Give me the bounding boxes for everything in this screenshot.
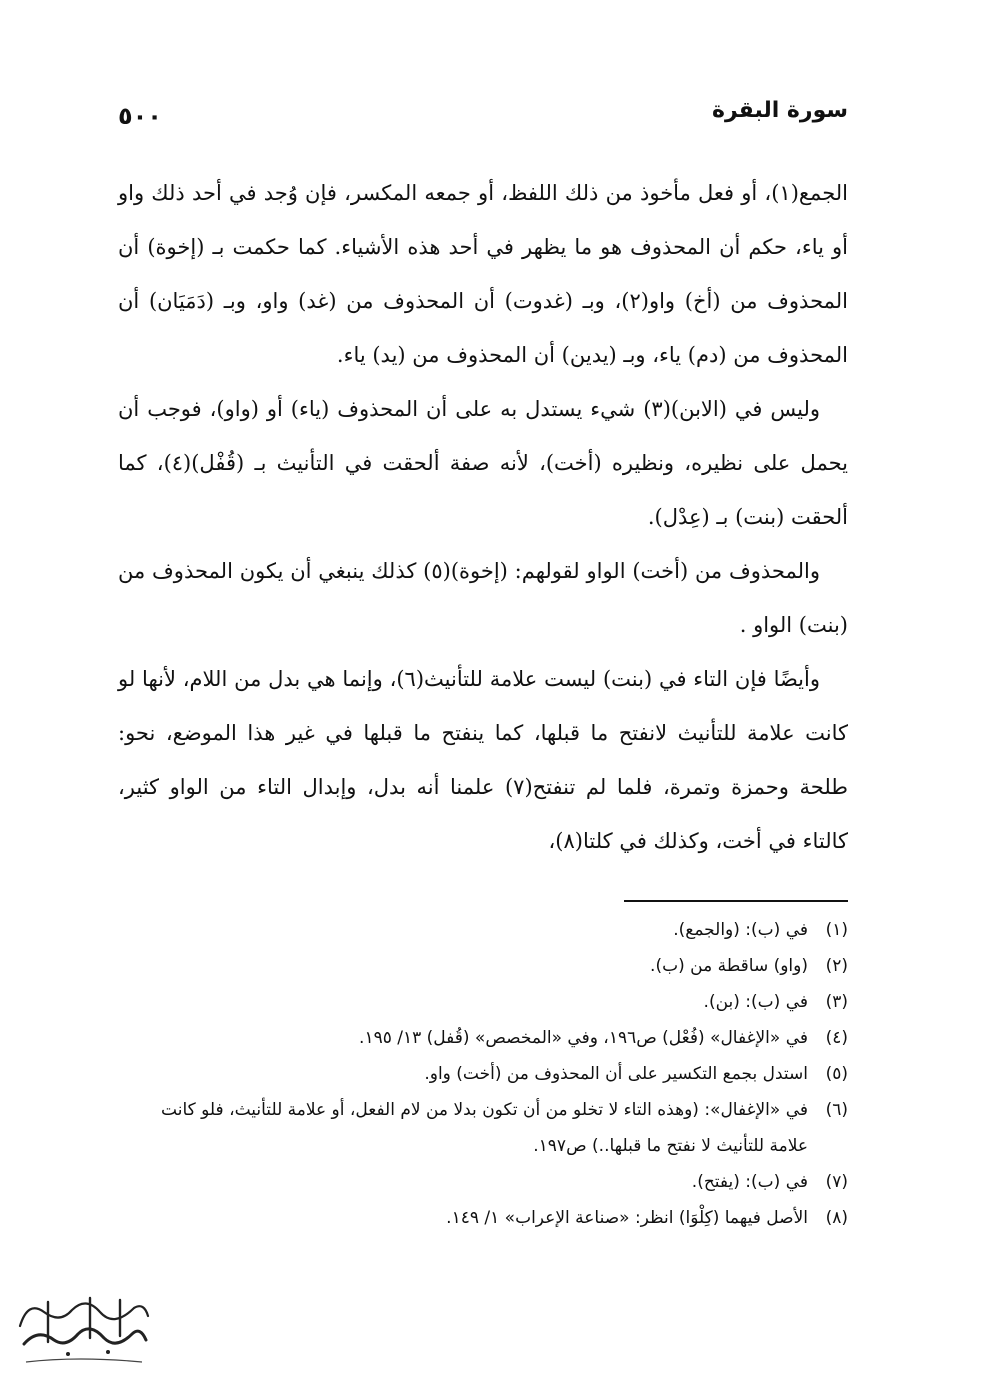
footnote-text: في «الإغفال» (فُعْل) ص١٩٦، وفي «المخصص» (قُفل) ١٣/ ١٩٥.: [359, 1028, 808, 1048]
footnote-number: (٥): [825, 1064, 848, 1084]
surah-title: سورة البقرة: [711, 98, 848, 123]
footnote-item: [118, 1200, 848, 1236]
footnote-text: استدل بجمع التكسير على أن المحذوف من (أخت) واو.: [424, 1064, 808, 1084]
footnote-text: في (ب): (بن).: [703, 992, 808, 1012]
page-number: ٥٠٠: [118, 102, 162, 130]
footnote-number: (٨): [825, 1208, 848, 1228]
logo-stroke: [24, 1329, 146, 1344]
footnote-text: في «الإغفال»: (وهذه التاء لا تخلو من أن تكون بدلا من لام الفعل، أو علامة للتأنيث، فلو كانت علامة للتأنيث لا نفتح ما قبلها..) ص١٩٧.: [161, 1100, 808, 1156]
logo-dot: [106, 1350, 110, 1354]
logo-underline: [26, 1359, 142, 1362]
footnote-number: (٢): [825, 956, 848, 976]
footnote-item: [118, 912, 848, 948]
page-header: [118, 98, 848, 144]
footnote-item: [118, 1092, 848, 1164]
footnote-item: [118, 1020, 848, 1056]
footnote-text: في (ب): (والجمع).: [673, 920, 808, 940]
paragraph: وأيضًا فإن التاء في (بنت) ليست علامة للتأنيث(٦)، وإنما هي بدل من اللام، لأنها لو كانت علامة للتأنيث لانفتح ما قبلها، كما ينفتح ما قبلها في غير هذا الموضع، نحو: طلحة وحمزة وتمرة، فلما لم تنفتح(٧) علمنا أنه بدل، وإبدال التاء من الواو كثير، كالتاء في أخت، وكذلك في كلتا(٨)،: [118, 667, 848, 853]
footnote-text: الأصل فيهما (كِلْوَا) انظر: «صناعة الإعراب» ١/ ١٤٩.: [446, 1208, 808, 1228]
paragraph: وليس في (الابن)(٣) شيء يستدل به على أن المحذوف (ياء) أو (واو)، فوجب أن يحمل على نظيره، ونظيره (أخت)، لأنه صفة ألحقت في التأنيث بـ (قُفْل)(٤)، كما ألحقت (بنت) بـ (عِدْل).: [118, 397, 849, 529]
publisher-logo: [8, 1282, 158, 1378]
footnote-item: [118, 948, 848, 984]
footnote-number: (٤): [825, 1028, 848, 1048]
footnote-text: (واو) ساقطة من (ب).: [650, 956, 808, 976]
footnote-item: [118, 984, 848, 1020]
footnote-divider: [624, 900, 848, 902]
footnote-number: (١): [825, 920, 848, 940]
footnote-number: (٦): [825, 1100, 848, 1120]
logo-flourish: [20, 1303, 148, 1326]
paragraph: الجمع(١)، أو فعل مأخوذ من ذلك اللفظ، أو جمعه المكسر، فإن وُجد في أحد ذلك واو أو ياء، حكم أن المحذوف هو ما يظهر في أحد هذه الأشياء. كما حكمت بـ (إخوة) أن المحذوف من (أخ) واو(٢)، وبـ (غدوت) أن المحذوف من (غد) واو، وبـ (دَمَيَان) أن المحذوف من (دم) ياء، وبـ (يدين) أن المحذوف من (يد) ياء.: [118, 181, 848, 367]
footnote-number: (٣): [825, 992, 848, 1012]
paragraph: والمحذوف من (أخت) الواو لقولهم: (إخوة)(٥) كذلك ينبغي أن يكون المحذوف من (بنت) الواو .: [118, 559, 848, 637]
footnote-item: [118, 1056, 848, 1092]
footnote-item: [118, 1164, 848, 1200]
footnote-number: (٧): [825, 1172, 848, 1192]
logo-dot: [66, 1352, 70, 1356]
body-text: [118, 166, 848, 868]
footnote-text: في (ب): (يفتح).: [691, 1172, 808, 1192]
footnotes: [118, 912, 848, 1236]
